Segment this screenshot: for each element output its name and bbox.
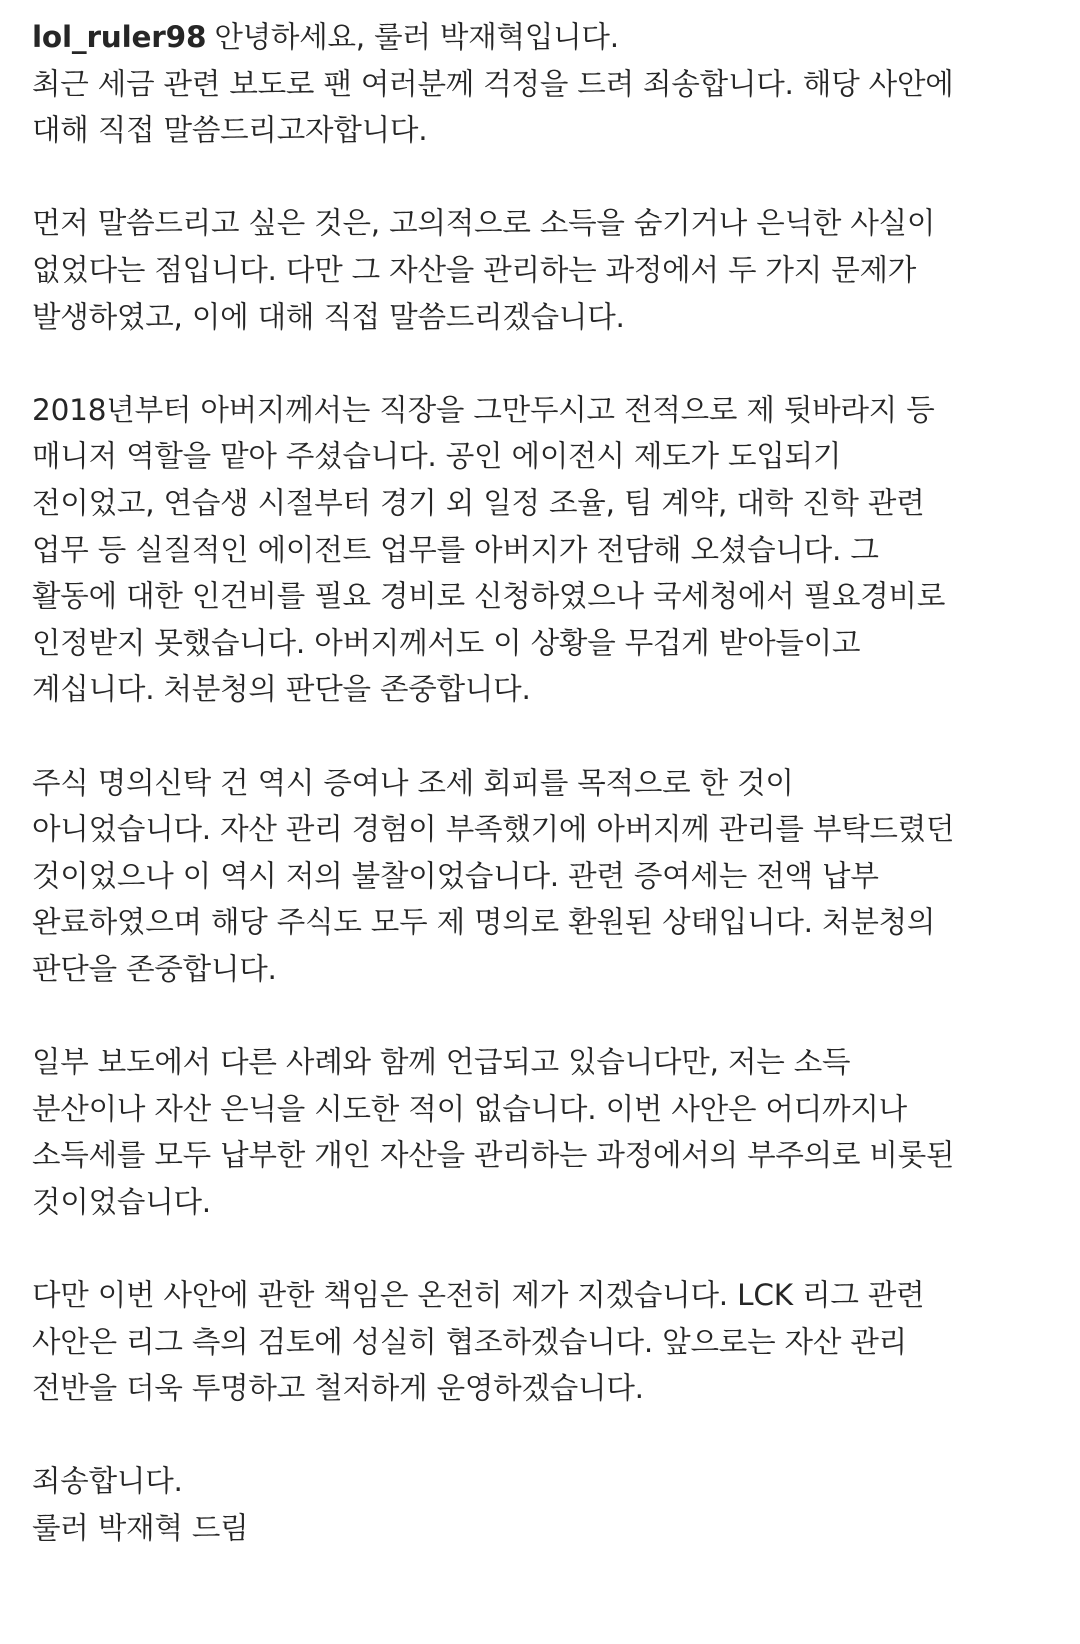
caption-line: 활동에 대한 인건비를 필요 경비로 신청하였으나 국세청에서 필요경비로 [32, 579, 946, 614]
caption-line: 최근 세금 관련 보도로 팬 여러분께 걱정을 드려 죄송합니다. 해당 사안에 [32, 66, 954, 101]
caption-line: 판단을 존중합니다. [32, 951, 277, 986]
caption-line: 계십니다. 처분청의 판단을 존중합니다. [32, 672, 531, 707]
username-link[interactable]: lol_ruler98 [32, 20, 207, 54]
caption-line: 업무 등 실질적인 에이전트 업무를 아버지가 전담해 오셨습니다. 그 [32, 532, 879, 567]
paragraph-gap [32, 154, 1052, 201]
paragraph-gap [32, 1225, 1052, 1272]
signature-line: 룰러 박재혁 드림 [32, 1511, 249, 1545]
caption-line: 분산이나 자산 은닉을 시도한 적이 없습니다. 이번 사안은 어디까지나 [32, 1091, 907, 1126]
paragraph [32, 1272, 1052, 1412]
paragraph [32, 387, 1052, 713]
paragraph [32, 1039, 1052, 1225]
paragraph-gap [32, 1412, 1052, 1459]
caption-line: 죄송합니다. [32, 1464, 183, 1499]
caption-line: 사안은 리그 측의 검토에 성실히 협조하겠습니다. 앞으로는 자산 관리 [32, 1324, 907, 1359]
paragraph [32, 760, 1052, 993]
caption-line: 일부 보도에서 다른 사례와 함께 언급되고 있습니다만, 저는 소득 [32, 1045, 851, 1080]
caption-line: 전반을 더욱 투명하고 철저하게 운영하겠습니다. [32, 1371, 644, 1406]
paragraph [32, 61, 1052, 154]
paragraph-gap [32, 340, 1052, 387]
paragraph-gap [32, 713, 1052, 760]
caption-line: 소득세를 모두 납부한 개인 자산을 관리하는 과정에서의 부주의로 비롯된 [32, 1138, 955, 1173]
caption-line: 전이었고, 연습생 시절부터 경기 외 일정 조율, 팀 계약, 대학 진학 관련 [32, 485, 925, 520]
caption-line: 완료하였으며 해당 주식도 모두 제 명의로 환원된 상태입니다. 처분청의 [32, 905, 936, 940]
caption-line: 아니었습니다. 자산 관리 경험이 부족했기에 아버지께 관리를 부탁드렸던 [32, 812, 955, 847]
paragraph-gap [32, 992, 1052, 1039]
caption-line: 인정받지 못했습니다. 아버지께서도 이 상황을 무겁게 받아들이고 [32, 625, 861, 660]
paragraph-signoff [32, 1458, 1052, 1551]
caption-line: 것이었으나 이 역시 저의 불찰이었습니다. 관련 증여세는 전액 납부 [32, 858, 879, 893]
post-caption [32, 14, 1052, 1552]
caption-first-line [32, 14, 1052, 61]
caption-line: 다만 이번 사안에 관한 책임은 온전히 제가 지겠습니다. LCK 리그 관련 [32, 1278, 925, 1313]
caption-line: 발생하였고, 이에 대해 직접 말씀드리겠습니다. [32, 299, 625, 334]
caption-line: 것이었습니다. [32, 1184, 211, 1219]
caption-greeting: 안녕하세요, 룰러 박재혁입니다. [214, 20, 619, 54]
paragraph [32, 200, 1052, 340]
caption-line: 없었다는 점입니다. 다만 그 자산을 관리하는 과정에서 두 가지 문제가 [32, 252, 917, 287]
caption-line: 2018년부터 아버지께서는 직장을 그만두시고 전적으로 제 뒷바라지 등 [32, 392, 935, 427]
caption-line: 대해 직접 말씀드리고자합니다. [32, 113, 428, 148]
caption-line: 주식 명의신탁 건 역시 증여나 조세 회피를 목적으로 한 것이 [32, 765, 794, 800]
caption-line: 매니저 역할을 맡아 주셨습니다. 공인 에이전시 제도가 도입되기 [32, 439, 842, 474]
caption-line: 먼저 말씀드리고 싶은 것은, 고의적으로 소득을 숨기거나 은닉한 사실이 [32, 206, 936, 241]
